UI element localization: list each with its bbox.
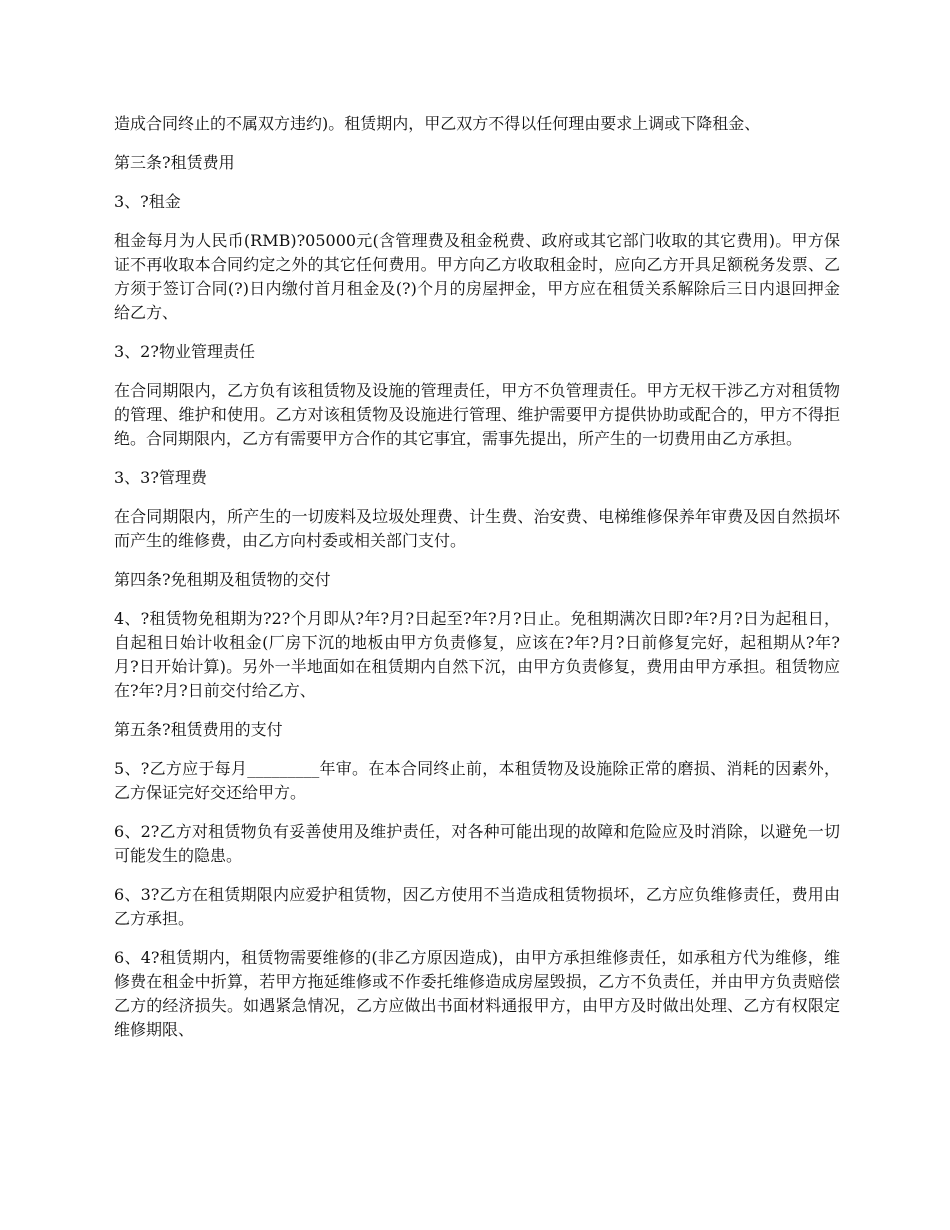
heading-article-3: 第三条?租赁费用 [114,153,235,172]
paragraph-termination-clause: 造成合同终止的不属双方违约)。租赁期内，甲乙双方不得以任何理由要求上调或下降租金、 [114,114,761,133]
subheading-rent: 3、?租金 [114,192,181,211]
paragraph-rent-free-period: 4、?租赁物免租期为?2?个月即从?年?月?日起至?年?月?日止。免租期满次日即?年?月?日为起租日，自起租日始计收租金(厂房下沉的地板由甲方负责修复，应该在?年?月?日前修复完好，起租期从?年?月?日开始计算)。另外一半地面如在租赁期内自然下沉，由甲方负责修复，费用由甲方承担。租赁物应在?年?月?日前交付给乙方、 [114,609,840,700]
subheading-property-management: 3、2?物业管理责任 [114,342,255,361]
subheading-management-fee: 3、3?管理费 [114,468,207,487]
paragraph-payment: 5、?乙方应于每月_________年审。在本合同终止前，本租赁物及设施除正常的磨损、消耗的因素外，乙方保证完好交还给甲方。 [114,759,840,802]
heading-article-5: 第五条?租赁费用的支付 [114,720,283,739]
paragraph-management-responsibility: 在合同期限内，乙方负有该租赁物及设施的管理责任，甲方不负管理责任。甲方无权干涉乙方对租赁物的管理、维护和使用。乙方对该租赁物及设施进行管理、维护需要甲方提供协助或配合的，甲方不得拒绝。合同期限内，乙方有需要甲方合作的其它事宜，需事先提出，所产生的一切费用由乙方承担。 [114,381,840,448]
heading-article-4: 第四条?免租期及租赁物的交付 [114,570,331,589]
paragraph-repairs: 6、4?租赁期内，租赁物需要维修的(非乙方原因造成)，由甲方承担维修责任，如承租方代为维修，维修费在租金中折算，若甲方拖延维修或不作委托维修造成房屋毁损，乙方不负责任，并由甲方负责赔偿乙方的经济损失。如遇紧急情况，乙方应做出书面材料通报甲方，由甲方及时做出处理、乙方有权限定维修期限、 [114,948,840,1039]
paragraph-rent-terms: 租金每月为人民币(RMB)?05000元(含管理费及租金税费、政府或其它部门收取的其它费用)。甲方保证不再收取本合同约定之外的其它任何费用。甲方向乙方收取租金时，应向乙方开具足额税务发票、乙方须于签订合同(?)日内缴付首月租金及(?)个月的房屋押金，甲方应在租赁关系解除后三日内退回押金给乙方、 [114,231,840,322]
paragraph-care-of-property: 6、3?乙方在租赁期限内应爱护租赁物，因乙方使用不当造成租赁物损坏，乙方应负维修责任，费用由乙方承担。 [114,885,840,928]
paragraph-management-fee: 在合同期限内，所产生的一切废料及垃圾处理费、计生费、治安费、电梯维修保养年审费及因自然损坏而产生的维修费，由乙方向村委或相关部门支付。 [114,507,840,550]
paragraph-maintenance-duty: 6、2?乙方对租赁物负有妥善使用及维护责任，对各种可能出现的故障和危险应及时消除，以避免一切可能发生的隐患。 [114,822,840,865]
